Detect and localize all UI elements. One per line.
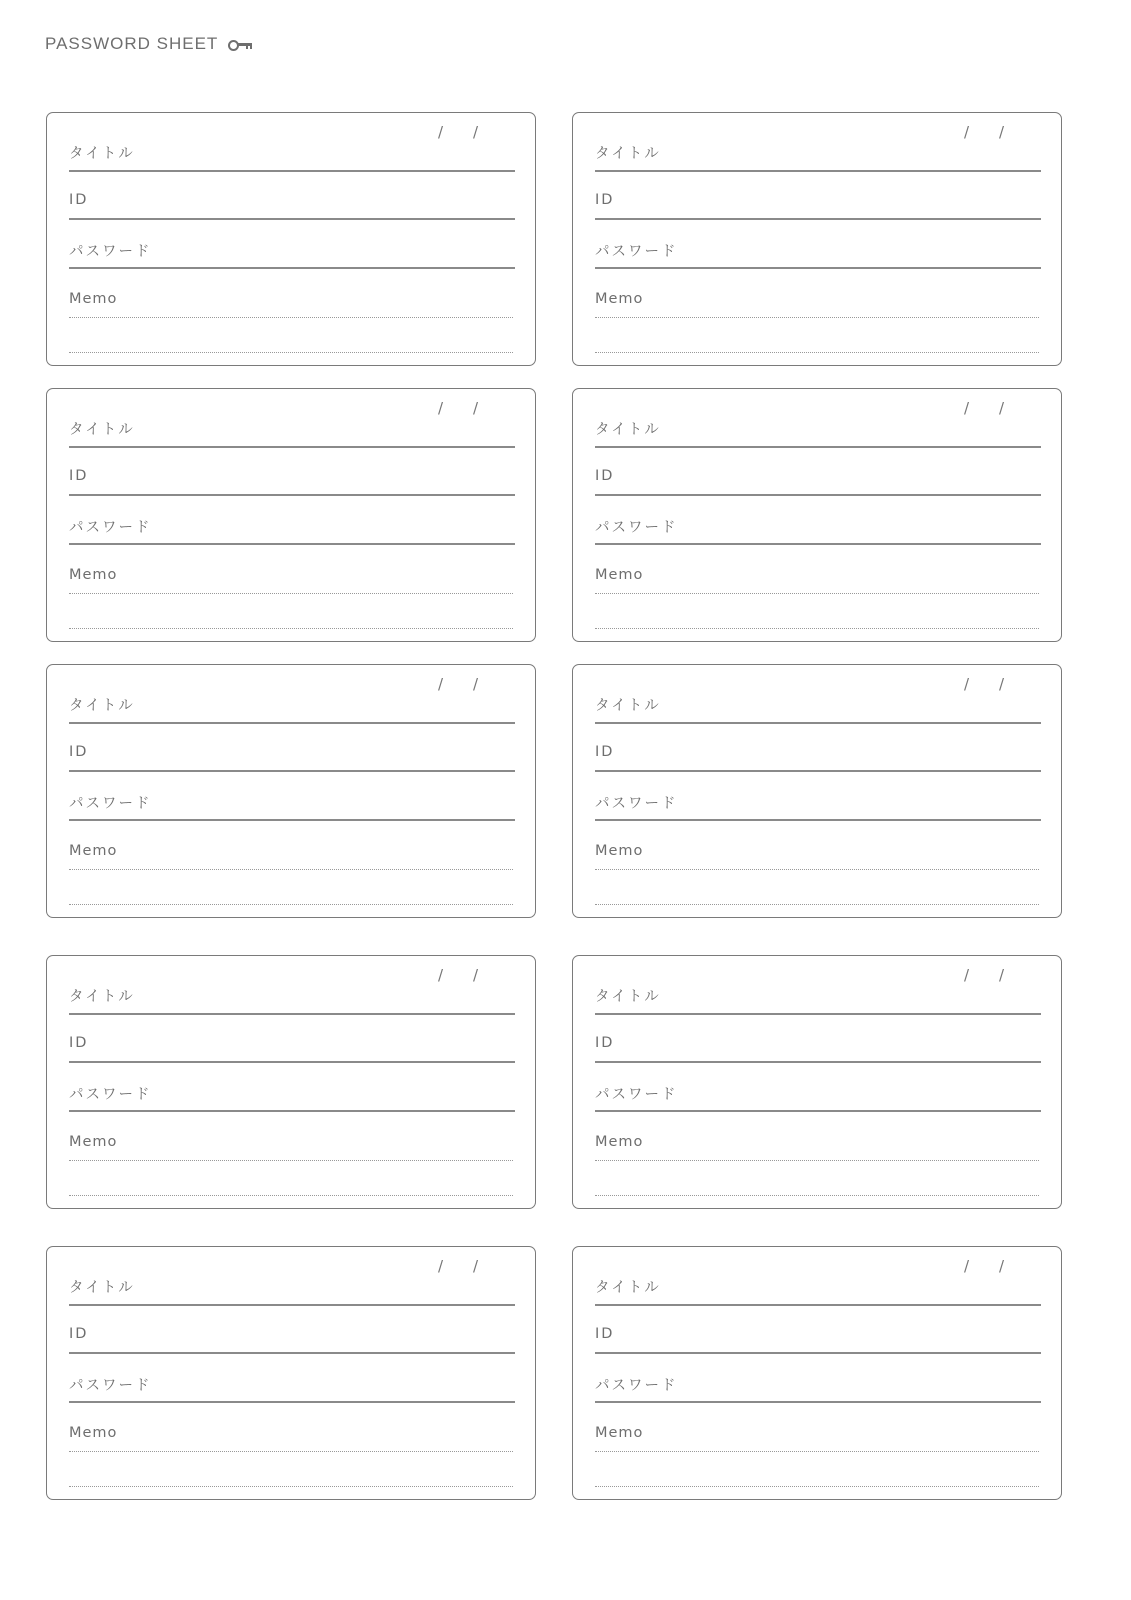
date-separator: / bbox=[964, 966, 970, 984]
password-card bbox=[572, 388, 1062, 642]
id-field[interactable] bbox=[595, 1061, 1041, 1063]
id-label: ID bbox=[595, 1035, 615, 1051]
memo-label: Memo bbox=[69, 567, 118, 583]
password-label: パスワード bbox=[595, 244, 678, 260]
date-separator: / bbox=[438, 1257, 444, 1275]
title-field[interactable] bbox=[595, 1013, 1041, 1015]
password-card bbox=[46, 955, 536, 1209]
date-separator: / bbox=[473, 399, 479, 417]
id-field[interactable] bbox=[69, 770, 515, 772]
date-separator: / bbox=[964, 399, 970, 417]
memo-label: Memo bbox=[595, 291, 644, 307]
title-label: タイトル bbox=[595, 698, 661, 714]
title-label: タイトル bbox=[69, 698, 135, 714]
memo-line[interactable] bbox=[595, 317, 1039, 318]
id-field[interactable] bbox=[595, 494, 1041, 496]
id-field[interactable] bbox=[595, 770, 1041, 772]
page-title-row bbox=[45, 34, 254, 54]
date-separator: / bbox=[964, 1257, 970, 1275]
memo-line[interactable] bbox=[595, 1486, 1039, 1487]
key-icon bbox=[228, 38, 254, 50]
memo-line[interactable] bbox=[595, 1160, 1039, 1161]
password-field[interactable] bbox=[595, 819, 1041, 821]
memo-line[interactable] bbox=[69, 1195, 513, 1196]
memo-label: Memo bbox=[69, 843, 118, 859]
title-label: タイトル bbox=[69, 422, 135, 438]
title-field[interactable] bbox=[69, 1013, 515, 1015]
id-label: ID bbox=[69, 1035, 89, 1051]
password-field[interactable] bbox=[69, 1110, 515, 1112]
title-field[interactable] bbox=[69, 1304, 515, 1306]
password-field[interactable] bbox=[595, 1401, 1041, 1403]
title-field[interactable] bbox=[69, 446, 515, 448]
id-label: ID bbox=[69, 468, 89, 484]
date-separator: / bbox=[999, 399, 1005, 417]
title-label: タイトル bbox=[595, 146, 661, 162]
password-card bbox=[46, 664, 536, 918]
memo-line[interactable] bbox=[595, 904, 1039, 905]
title-label: タイトル bbox=[69, 989, 135, 1005]
date-separator: / bbox=[964, 123, 970, 141]
memo-label: Memo bbox=[69, 291, 118, 307]
date-separator: / bbox=[473, 1257, 479, 1275]
page-title: PASSWORD SHEET bbox=[45, 34, 219, 53]
id-label: ID bbox=[69, 744, 89, 760]
password-label: パスワード bbox=[595, 1378, 678, 1394]
password-label: パスワード bbox=[69, 1378, 152, 1394]
date-separator: / bbox=[438, 399, 444, 417]
id-label: ID bbox=[595, 192, 615, 208]
memo-line[interactable] bbox=[595, 869, 1039, 870]
date-separator: / bbox=[999, 1257, 1005, 1275]
password-field[interactable] bbox=[595, 267, 1041, 269]
id-label: ID bbox=[595, 468, 615, 484]
date-separator: / bbox=[999, 966, 1005, 984]
memo-line[interactable] bbox=[69, 1486, 513, 1487]
date-separator: / bbox=[999, 675, 1005, 693]
password-label: パスワード bbox=[595, 520, 678, 536]
password-label: パスワード bbox=[69, 796, 152, 812]
memo-line[interactable] bbox=[69, 317, 513, 318]
password-label: パスワード bbox=[69, 1087, 152, 1103]
title-label: タイトル bbox=[595, 1280, 661, 1296]
memo-label: Memo bbox=[595, 567, 644, 583]
memo-line[interactable] bbox=[595, 593, 1039, 594]
password-card bbox=[572, 112, 1062, 366]
date-separator: / bbox=[964, 675, 970, 693]
title-field[interactable] bbox=[595, 446, 1041, 448]
password-card bbox=[46, 112, 536, 366]
password-card bbox=[572, 664, 1062, 918]
title-field[interactable] bbox=[595, 170, 1041, 172]
id-field[interactable] bbox=[69, 1352, 515, 1354]
date-separator: / bbox=[438, 966, 444, 984]
title-label: タイトル bbox=[69, 1280, 135, 1296]
memo-line[interactable] bbox=[595, 352, 1039, 353]
id-label: ID bbox=[69, 1326, 89, 1342]
password-field[interactable] bbox=[595, 1110, 1041, 1112]
password-card bbox=[572, 955, 1062, 1209]
memo-label: Memo bbox=[69, 1425, 118, 1441]
password-label: パスワード bbox=[595, 796, 678, 812]
date-separator: / bbox=[438, 675, 444, 693]
memo-line[interactable] bbox=[595, 628, 1039, 629]
memo-line[interactable] bbox=[69, 628, 513, 629]
memo-line[interactable] bbox=[69, 869, 513, 870]
password-card bbox=[46, 388, 536, 642]
id-field[interactable] bbox=[595, 1352, 1041, 1354]
id-field[interactable] bbox=[595, 218, 1041, 220]
title-field[interactable] bbox=[69, 170, 515, 172]
memo-label: Memo bbox=[595, 1134, 644, 1150]
memo-line[interactable] bbox=[69, 352, 513, 353]
password-card bbox=[46, 1246, 536, 1500]
title-label: タイトル bbox=[595, 989, 661, 1005]
date-separator: / bbox=[473, 675, 479, 693]
memo-line[interactable] bbox=[595, 1451, 1039, 1452]
memo-label: Memo bbox=[595, 1425, 644, 1441]
title-field[interactable] bbox=[595, 1304, 1041, 1306]
password-label: パスワード bbox=[595, 1087, 678, 1103]
id-field[interactable] bbox=[69, 1061, 515, 1063]
id-field[interactable] bbox=[69, 494, 515, 496]
title-field[interactable] bbox=[69, 722, 515, 724]
date-separator: / bbox=[473, 966, 479, 984]
password-field[interactable] bbox=[69, 1401, 515, 1403]
memo-line[interactable] bbox=[69, 1451, 513, 1452]
date-separator: / bbox=[473, 123, 479, 141]
id-field[interactable] bbox=[69, 218, 515, 220]
memo-line[interactable] bbox=[595, 1195, 1039, 1196]
password-field[interactable] bbox=[69, 819, 515, 821]
memo-line[interactable] bbox=[69, 593, 513, 594]
title-field[interactable] bbox=[595, 722, 1041, 724]
id-label: ID bbox=[69, 192, 89, 208]
password-field[interactable] bbox=[69, 267, 515, 269]
date-separator: / bbox=[999, 123, 1005, 141]
id-label: ID bbox=[595, 744, 615, 760]
password-card bbox=[572, 1246, 1062, 1500]
title-label: タイトル bbox=[69, 146, 135, 162]
password-label: パスワード bbox=[69, 520, 152, 536]
password-field[interactable] bbox=[595, 543, 1041, 545]
memo-label: Memo bbox=[595, 843, 644, 859]
password-label: パスワード bbox=[69, 244, 152, 260]
date-separator: / bbox=[438, 123, 444, 141]
id-label: ID bbox=[595, 1326, 615, 1342]
title-label: タイトル bbox=[595, 422, 661, 438]
password-field[interactable] bbox=[69, 543, 515, 545]
memo-line[interactable] bbox=[69, 1160, 513, 1161]
memo-line[interactable] bbox=[69, 904, 513, 905]
memo-label: Memo bbox=[69, 1134, 118, 1150]
